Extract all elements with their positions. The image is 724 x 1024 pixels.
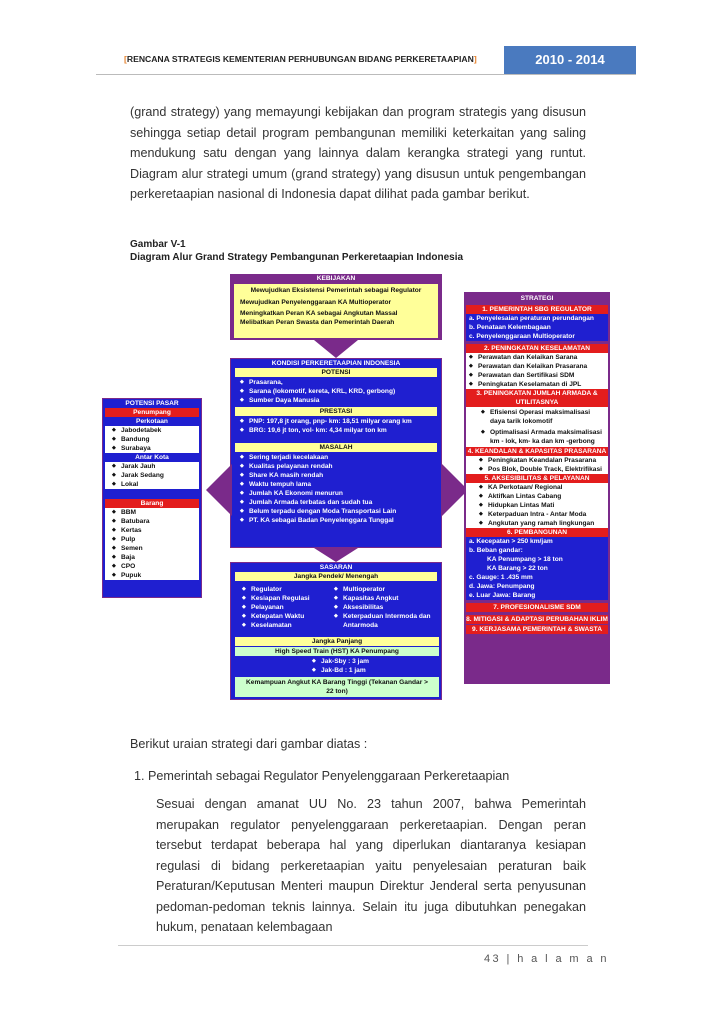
down-arrow-2 [314, 548, 358, 562]
penumpang-label: Penumpang [105, 408, 199, 417]
masalah-item: ◆ Jumlah Armada terbatas dan sudah tua [249, 498, 441, 507]
kondisi-box [230, 358, 442, 548]
strategi-4: 4. KEANDALAN & KAPASITAS PRASARANA [467, 448, 607, 455]
figure-title: Diagram Alur Grand Strategy Pembangunan Perkeretaapian Indonesia [130, 252, 464, 263]
strategi-8: 8. MITIGASI & ADAPTASI PERUBAHAN IKLIM [466, 616, 608, 623]
antarkota-list [105, 462, 199, 489]
potensi-item: ◆ Prasarana, [249, 378, 441, 387]
hst-item: ◆ Jak-Sby : 3 jam [321, 657, 369, 666]
kondisi-title: KONDISI PERKERETAAPIAN INDONESIA [271, 360, 401, 367]
sasaran-pendek-cols [235, 585, 439, 635]
strategi-2-item: ◆ Perawatan dan Sertifikasi SDM [478, 371, 608, 380]
strategi-3-item: ◆ Efisiensi Operasi maksimalisasi daya tarik lokomotif [490, 408, 604, 426]
strategi-6-item: KA Barang > 22 ton [487, 565, 548, 572]
page-header [96, 46, 636, 75]
antarkota-item: ◆ Jarak Jauh [121, 462, 199, 471]
strategi-1-item: b. Penataan Kelembagaan [469, 324, 551, 331]
sasaran-right-list [331, 585, 447, 630]
barang-label: Barang [105, 499, 199, 508]
masalah-item: ◆ Kualitas pelayanan rendah [249, 462, 441, 471]
item-1-title: 1. Pemerintah sebagai Regulator Penyelenggaraan Perkeretaapian [134, 769, 510, 783]
kebijakan-item: Meningkatkan Peran KA sebagai Angkutan Massal [240, 310, 398, 317]
perkotaan-item: ◆ Jabodetabek [121, 426, 199, 435]
strategi-1-item: a. Penyelesaian peraturan perundangan [469, 315, 594, 322]
item-1-body: Sesuai dengan amanat UU No. 23 tahun 2007, bahwa Pemerintah merupakan regulator penyelenggaraan perkeretaapian. Dengan peran tersebut terdapat beberapa hal yang diperlukan diantaranya kesiapan regulasi di bidang perkeretaapian yaitu penyelesaian peraturan baik Peraturan/Keputusan Menteri maupun Direktur Jenderal serta penyusunan pedoman-pedoman teknis lainnya. Selain itu juga dibutuhkan penegakan hukum, penataan kelembagaan [156, 797, 586, 934]
strategi-5: 5. AKSESIBILITAS & PELAYANAN [466, 474, 608, 483]
barang-item: ◆ BBM [121, 508, 199, 517]
strategi-3-item: ◆ Optimalisasi Armada maksimalisasi km - lok, km- ka dan km -gerbong [490, 428, 604, 446]
kebijakan-item: Mewujudkan Penyelenggaraan KA Multioperator [240, 299, 392, 306]
strategi-6-item: KA Penumpang > 18 ton [487, 556, 563, 563]
sasaran-item: ◆ Multioperator [343, 585, 447, 594]
strategi-6-item: d. Jawa: Penumpang [469, 583, 535, 590]
strategi-5-item: ◆ Angkutan yang ramah lingkungan [488, 519, 608, 528]
strategi-5-item: ◆ KA Perkotaan/ Regional [488, 483, 608, 492]
kebijakan-list [234, 284, 438, 338]
barang-item: ◆ Kertas [121, 526, 199, 535]
strategi-6-item: b. Beban gandar: [469, 547, 523, 554]
strategi-2-list [466, 353, 608, 389]
left-arrow-pasar [206, 464, 232, 516]
strategi-title: STRATEGI [520, 295, 554, 302]
kebijakan-frame [230, 274, 442, 340]
strategi-2: 2. PENINGKATAN KESELAMATAN [466, 344, 608, 353]
masalah-item: ◆ Waktu tempuh lama [249, 480, 441, 489]
prestasi-item: ◆ BRG: 19,6 jt ton, vol- km: 4,34 milyar ton km [249, 426, 441, 435]
strategi-7: 7. PROFESIONALISME SDM [466, 603, 608, 612]
potensi-item: ◆ Sumber Daya Manusia [249, 396, 441, 405]
figure-label: Gambar V-1 [130, 239, 186, 250]
sasaran-box [230, 562, 442, 700]
kebijakan-item: Mewujudkan Eksistensi Pemerintah sebagai Regulator [250, 287, 422, 294]
strategi-1-item: c. Penyelenggaraan Multioperator [469, 333, 575, 340]
barang-list [105, 508, 199, 580]
prestasi-item: ◆ PNP: 197,8 jt orang, pnp- km: 18,51 milyar orang km [249, 417, 441, 426]
masalah-title: MASALAH [235, 443, 437, 452]
strategi-2-item: ◆ Perawatan dan Kelaikan Prasarana [478, 362, 608, 371]
jangka-pendek-title: Jangka Pendek/ Menengah [235, 572, 437, 581]
strategy-diagram [102, 268, 614, 718]
strategi-5-item: ◆ Hidupkan Lintas Mati [488, 501, 608, 510]
strategi-6: 6. PEMBANGUNAN [466, 528, 608, 537]
prestasi-list [237, 417, 441, 435]
hst-item: ◆ Jak-Bd : 1 jam [321, 666, 369, 675]
after-figure-text: Berikut uraian strategi dari gambar diatas : [130, 737, 368, 751]
barang-item: ◆ Batubara [121, 517, 199, 526]
strategi-5-list [466, 483, 608, 528]
potensi-pasar-box [102, 398, 202, 598]
perkotaan-item: ◆ Bandung [121, 435, 199, 444]
jangka-panjang-title: Jangka Panjang [235, 637, 439, 646]
masalah-list [237, 453, 441, 525]
masalah-item: ◆ Share KA masih rendah [249, 471, 441, 480]
intro-paragraph: (grand strategy) yang memayungi kebijakan dan program strategis yang disusun sehingga setiap detail program pembangunan memiliki keterkaitan yang saling mendukung satu dengan yang lainnya dalam kerangka strategi yang runtut. Diagram alur strategi umum (grand strategy) yang disusun untuk pengembangan perkeretaapian nasional di Indonesia dapat dilihat pada gambar berikut. [130, 105, 586, 201]
sasaran-item: ◆ Ketepatan Waktu [251, 612, 341, 621]
potensi-list [237, 378, 441, 405]
hst-list [309, 657, 369, 675]
strategi-4-list [466, 456, 608, 474]
strategi-6-item: c. Gauge: 1 .435 mm [469, 574, 533, 581]
sasaran-item: ◆ Keterpaduan Intermoda dan Antarmoda [343, 612, 447, 630]
potensi-title: POTENSI [235, 368, 437, 377]
footer-divider [118, 945, 588, 946]
antarkota-item: ◆ Jarak Sedang [121, 471, 199, 480]
masalah-item: ◆ Belum terpadu dengan Moda Transportasi Lain [249, 507, 441, 516]
prestasi-title: PRESTASI [235, 407, 437, 416]
strategi-4-item: ◆ Pos Blok, Double Track, Elektrifikasi [488, 465, 608, 474]
strategi-4-item: ◆ Peningkatan Keandalan Prasarana [488, 456, 608, 465]
perkotaan-item: ◆ Surabaya [121, 444, 199, 453]
perkotaan-list [105, 426, 199, 453]
strategi-6-item: e. Luar Jawa: Barang [469, 592, 536, 599]
barang-item: ◆ Pupuk [121, 571, 199, 580]
potensi-item: ◆ Sarana (lokomotif, kereta, KRL, KRD, gerbong) [249, 387, 441, 396]
strategi-1: 1. PEMERINTAH SBG REGULATOR [466, 305, 608, 314]
barang-item: ◆ CPO [121, 562, 199, 571]
hst-bar: High Speed Train (HST) KA Penumpang [235, 647, 439, 656]
sasaran-title: SASARAN [319, 564, 353, 571]
sasaran-item: ◆ Aksesibilitas [343, 603, 447, 612]
masalah-item: ◆ PT. KA sebagai Badan Penyelenggara Tunggal [249, 516, 441, 525]
kebijakan-item: Melibatkan Peran Swasta dan Pemerintah Daerah [240, 319, 395, 326]
perkotaan-label: Perkotaan [136, 418, 168, 425]
potensi-pasar-title: POTENSI PASAR [125, 400, 179, 407]
kebijakan-title: KEBIJAKAN [316, 275, 356, 282]
strategi-5-item: ◆ Keterpaduan Intra - Antar Moda [488, 510, 608, 519]
antarkota-item: ◆ Lokal [121, 480, 199, 489]
sasaran-item: ◆ Kapasitas Angkut [343, 594, 447, 603]
barang-target: Kemampuan Angkut KA Barang Tinggi (Tekanan Gandar > 22 ton) [235, 677, 439, 697]
masalah-item: ◆ Sering terjadi kecelakaan [249, 453, 441, 462]
sasaran-item: ◆ Keselamatan [251, 621, 341, 630]
antarkota-label: Antar Kota [135, 454, 169, 461]
strategi-1-list [466, 314, 608, 341]
strategi-2-item: ◆ Peningkatan Keselamatan di JPL [478, 380, 608, 389]
barang-item: ◆ Semen [121, 544, 199, 553]
figure-caption [130, 238, 463, 264]
sasaran-item: ◆ Pelayanan [251, 603, 341, 612]
header-years: 2010 - 2014 [504, 46, 636, 74]
strategi-2-item: ◆ Perawatan dan Kelaikan Sarana [478, 353, 608, 362]
sasaran-left-list [239, 585, 341, 630]
page-number: 43 | h a l a m a n [484, 953, 609, 965]
sasaran-item: ◆ Regulator [251, 585, 341, 594]
strategi-3: 3. PENINGKATAN JUMLAH ARMADA & UTILITASNYA [466, 389, 608, 407]
strategi-6-item: a. Kecepatan > 250 km/jam [469, 538, 553, 545]
strategi-box [464, 292, 610, 684]
down-arrow-1 [314, 340, 358, 358]
barang-item: ◆ Baja [121, 553, 199, 562]
strategi-9: 9. KERJASAMA PEMERINTAH & SWASTA [466, 625, 608, 634]
sasaran-item: ◆ Kesiapan Regulasi [251, 594, 341, 603]
strategi-5-item: ◆ Aktifkan Lintas Cabang [488, 492, 608, 501]
strategi-6-list [466, 537, 608, 600]
strategi-3-list [466, 407, 608, 447]
header-title: [RENCANA STRATEGIS KEMENTERIAN PERHUBUNGAN BIDANG PERKERETAAPIAN] [124, 54, 477, 64]
barang-item: ◆ Pulp [121, 535, 199, 544]
masalah-item: ◆ Jumlah KA Ekonomi menurun [249, 489, 441, 498]
